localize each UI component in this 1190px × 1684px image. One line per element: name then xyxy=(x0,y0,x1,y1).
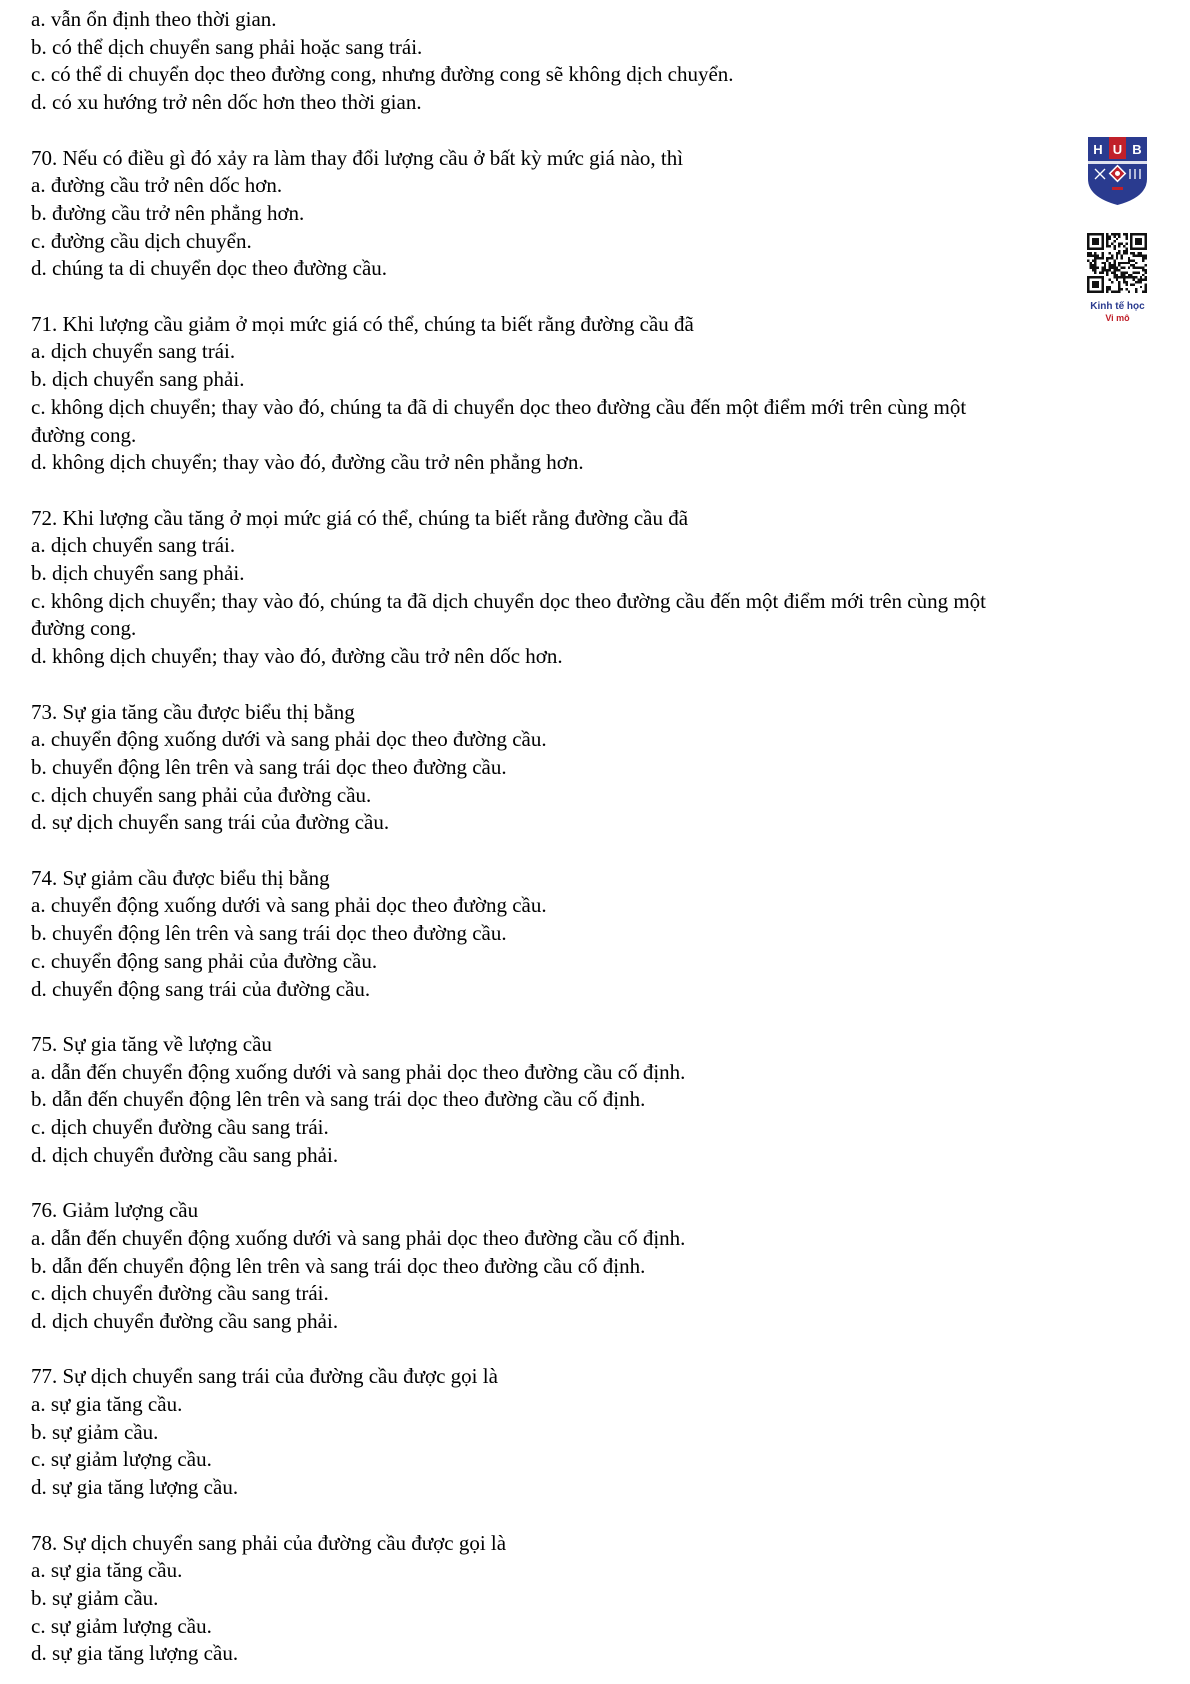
question-75 xyxy=(31,1031,1131,1170)
option-line: d. có xu hướng trở nên dốc hơn theo thời gian. xyxy=(31,90,422,115)
option-line: b. chuyển động lên trên và sang trái dọc theo đường cầu. xyxy=(31,921,507,946)
option-line: d. dịch chuyển đường cầu sang phải. xyxy=(31,1308,339,1333)
option-line: đường cong. xyxy=(31,616,137,641)
option-line: c. đường cầu dịch chuyển. xyxy=(31,228,252,253)
option-line: d. dịch chuyển đường cầu sang phải. xyxy=(31,1142,339,1167)
course-badge xyxy=(1085,135,1150,335)
option-line: b. sự giảm cầu. xyxy=(31,1419,159,1444)
question-stem: 74. Sự giảm cầu được biểu thị bằng xyxy=(31,865,330,890)
qr-code-icon xyxy=(1087,233,1147,293)
question-73 xyxy=(31,699,1131,838)
option-line: c. sự giảm lượng cầu. xyxy=(31,1447,212,1472)
svg-text:H: H xyxy=(1093,142,1103,157)
document-body xyxy=(31,6,1131,1668)
question-72 xyxy=(31,505,1131,671)
svg-text:U: U xyxy=(1112,142,1123,157)
option-line: c. dịch chuyển đường cầu sang trái. xyxy=(31,1281,329,1306)
question-71 xyxy=(31,311,1131,477)
question-77 xyxy=(31,1363,1131,1502)
option-line: a. dẫn đến chuyển động xuống dưới và sang phải dọc theo đường cầu cố định. xyxy=(31,1059,686,1084)
option-line: c. dịch chuyển đường cầu sang trái. xyxy=(31,1115,329,1140)
option-line: b. dịch chuyển sang phải. xyxy=(31,561,245,586)
option-line: a. dịch chuyển sang trái. xyxy=(31,533,236,558)
badge-subtitle: Vi mô xyxy=(1105,313,1130,323)
option-line: b. dẫn đến chuyển động lên trên và sang trái dọc theo đường cầu cố định. xyxy=(31,1253,646,1278)
question-stem: 70. Nếu có điều gì đó xảy ra làm thay đổi lượng cầu ở bất kỳ mức giá nào, thì xyxy=(31,145,684,170)
option-line: a. dẫn đến chuyển động xuống dưới và sang phải dọc theo đường cầu cố định. xyxy=(31,1225,686,1250)
option-line: d. không dịch chuyển; thay vào đó, đường cầu trở nên dốc hơn. xyxy=(31,644,563,669)
option-line: a. chuyển động xuống dưới và sang phải dọc theo đường cầu. xyxy=(31,727,547,752)
intro-options xyxy=(31,6,1131,117)
option-line: b. dịch chuyển sang phải. xyxy=(31,367,245,392)
question-stem: 77. Sự dịch chuyển sang trái của đường cầu được gọi là xyxy=(31,1364,498,1389)
option-line: b. chuyển động lên trên và sang trái dọc theo đường cầu. xyxy=(31,754,507,779)
option-line: c. có thể di chuyển dọc theo đường cong, nhưng đường cong sẽ không dịch chuyển. xyxy=(31,62,734,87)
option-line: a. dịch chuyển sang trái. xyxy=(31,339,236,364)
option-line: d. không dịch chuyển; thay vào đó, đường cầu trở nên phẳng hơn. xyxy=(31,450,584,475)
question-stem: 75. Sự gia tăng về lượng cầu xyxy=(31,1031,272,1056)
option-line: a. sự gia tăng cầu. xyxy=(31,1392,183,1417)
question-76 xyxy=(31,1197,1131,1336)
question-74 xyxy=(31,865,1131,1004)
option-line: c. không dịch chuyển; thay vào đó, chúng ta đã di chuyển dọc theo đường cầu đến một điểm mới trên cùng một xyxy=(31,394,967,419)
option-line: d. sự gia tăng lượng cầu. xyxy=(31,1641,239,1666)
option-line: d. sự dịch chuyển sang trái của đường cầu. xyxy=(31,810,390,835)
question-70 xyxy=(31,145,1131,284)
badge-title: Kinh tế học xyxy=(1090,301,1145,312)
option-line: c. không dịch chuyển; thay vào đó, chúng ta đã dịch chuyển dọc theo đường cầu đến một điểm mới trên cùng một xyxy=(31,588,987,613)
option-line: b. có thể dịch chuyển sang phải hoặc sang trái. xyxy=(31,34,423,59)
option-line: d. chúng ta di chuyển dọc theo đường cầu. xyxy=(31,256,388,281)
question-78 xyxy=(31,1530,1131,1669)
question-stem: 78. Sự dịch chuyển sang phải của đường cầu được gọi là xyxy=(31,1530,507,1555)
hub-logo-icon xyxy=(1085,135,1150,207)
svg-text:B: B xyxy=(1132,142,1142,157)
option-line: c. sự giảm lượng cầu. xyxy=(31,1613,212,1638)
question-stem: 73. Sự gia tăng cầu được biểu thị bằng xyxy=(31,699,355,724)
option-line: a. vẫn ổn định theo thời gian. xyxy=(31,7,277,31)
question-stem: 76. Giảm lượng cầu xyxy=(31,1198,199,1223)
option-line: c. chuyển động sang phải của đường cầu. xyxy=(31,948,378,973)
option-line: a. đường cầu trở nên dốc hơn. xyxy=(31,173,283,198)
option-line: đường cong. xyxy=(31,422,137,447)
option-line: b. đường cầu trở nên phẳng hơn. xyxy=(31,200,305,225)
option-line: a. chuyển động xuống dưới và sang phải dọc theo đường cầu. xyxy=(31,893,547,918)
option-line: d. sự gia tăng lượng cầu. xyxy=(31,1475,239,1500)
option-line: c. dịch chuyển sang phải của đường cầu. xyxy=(31,782,372,807)
option-line: a. sự gia tăng cầu. xyxy=(31,1558,183,1583)
question-stem: 72. Khi lượng cầu tăng ở mọi mức giá có thể, chúng ta biết rằng đường cầu đã xyxy=(31,505,689,530)
option-line: b. sự giảm cầu. xyxy=(31,1585,159,1610)
option-line: b. dẫn đến chuyển động lên trên và sang trái dọc theo đường cầu cố định. xyxy=(31,1087,646,1112)
option-line: d. chuyển động sang trái của đường cầu. xyxy=(31,976,371,1001)
question-stem: 71. Khi lượng cầu giảm ở mọi mức giá có thể, chúng ta biết rằng đường cầu đã xyxy=(31,311,694,336)
